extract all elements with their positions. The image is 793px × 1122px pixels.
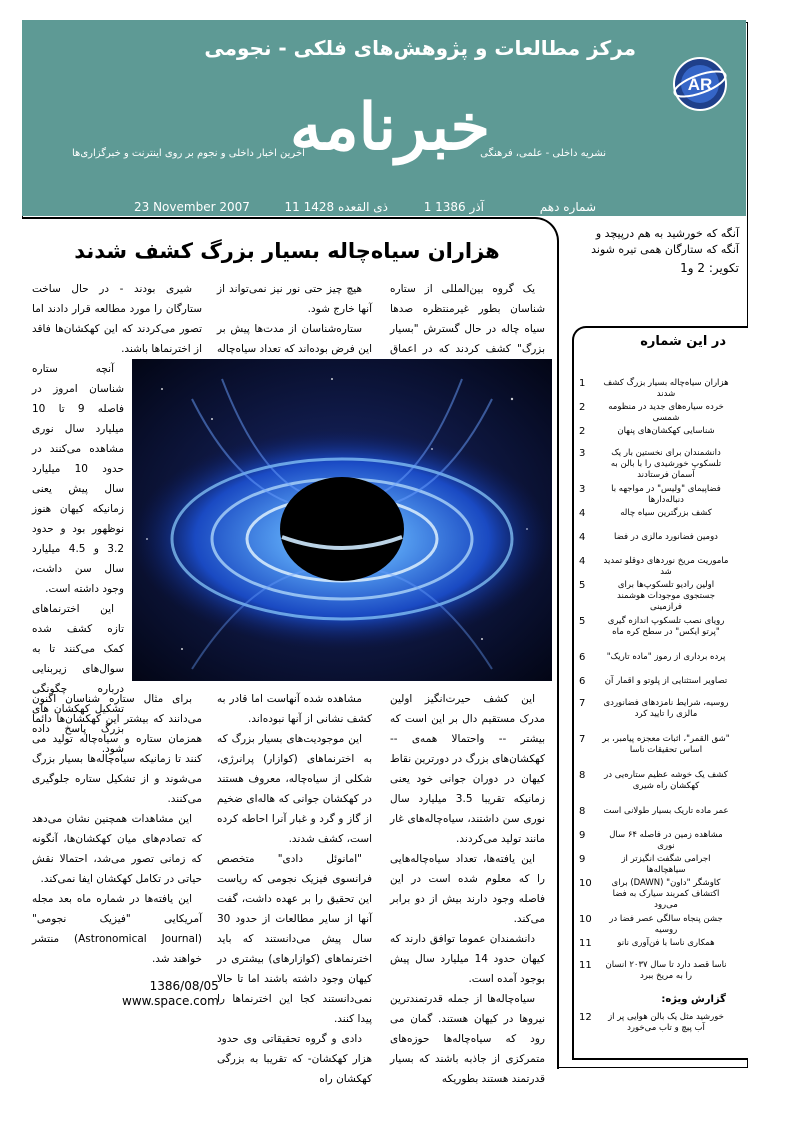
paragraph: این موجودیت‌های بسیار بزرگ که به اخترنماهای (کوازار) پرانرژی، شکلی از سیاه‌چاله، معروف هستند در کهکشان جوانی که هاله‌ای ضخیم از گاز و گرد و غبار آنرا احاطه کرده است، کشف شدند. [217,733,372,845]
paragraph: دادی و گروه تحقیقاتی وی حدود هزار کهکشان- که تقریبا به بزرگی کهکشان راه [217,1033,372,1085]
quote-box [567,222,745,306]
paragraph: این یافته‌ها در شماره ماه بعد مجله آمریکایی "فیزیک نجومی" (Astronomical Journal) منتشر خواهند شد. [32,893,203,965]
toc-title: در این شماره [640,334,726,349]
paragraph: سیاه‌چاله‌ها از جمله قدرتمندترین نیروها در کیهان هستند. گمان می رود که سیاه‌چاله‌ها حوزه‌های متمرکزی از جاذبه باشند که بسیار قدرتمند هستند بطوریکه [390,993,545,1085]
article-date: 1386/08/05 [149,979,219,993]
paragraph: آنچه ستاره شناسان امروز در فاصله 9 تا 10 میلیارد سال نوری مشاهده می‌کنند در حدود 10 میلیارد سال پیش یعنی زمانیکه کیهان هنوز نوظهور بود و حدود 3.2 و 4.5 میلیارد سال سن داشت، وجود داشته است. [32,363,125,595]
column-left-top [32,279,202,359]
date-hijri: 11 ذی القعده 1428 [284,200,388,214]
paragraph: این مشاهدات همچنین نشان می‌دهد که تصادم‌های میان کهکشان‌ها، آنگونه که زمانی تصور می‌شد، احتمالا نقش حیاتی در تکامل کهکشان ایفا نمی‌کند. [32,813,202,885]
center-name: مرکز مطالعات و پژوهش‌های فلکی - نجومی [204,36,636,60]
issue-number: شماره دهم [539,200,596,214]
paragraph: این اخترنماهای تازه کشف شده کمک می‌کنند تا به سوال‌های زیربنایی درباره چگونگی تشکیل کهکشان های بزرگ پاسخ داده شود. [32,603,124,755]
newsletter-header [22,20,746,216]
paragraph: این یافته‌ها، تعداد سیاه‌چاله‌هایی را که معلوم شده است در این فاصله وجود دارند بیش از دو برابر می‌کند. [390,853,545,925]
article-dateline [122,979,219,1009]
logo-text: AR [687,75,713,94]
column-middle-bottom [217,689,372,1089]
date-persian: 1 آذر 1386 [423,200,484,214]
paragraph: این کشف حیرت‌انگیز اولین مدرک مستقیم دال بر این است که بیشتر -- واحتمالا همه‌ی -- کهکشان‌های بزرگ در دورترین نقاط کیهان در دوران جوانی خود یعنی زمانیکه تقریبا 3.5 میلیارد سال نوری سن داشتند، سیاه‌چاله‌های غار مانند تولید می‌کردند. [390,693,546,845]
black-hole-illustration [132,359,552,681]
paragraph: دانشمندان عموما توافق دارند که کیهان حدود 14 میلیارد سال پیش بوجود آمده است. [390,933,546,985]
paragraph: یک گروه بین‌المللی از ستاره شناسان بطور غیرمنتظره صدها سیاه چاله در حال گسترش "بسیار بزرگ" کشف کردند که در اعماق [390,283,545,355]
article-source-link[interactable]: www.space.com [122,994,219,1008]
main-article [22,217,559,1085]
toc-special-report-label: گزارش ویژه: [661,994,726,1005]
paragraph: هیچ چیز حتی نور نیز نمی‌تواند از آنها خارج شود. [217,283,372,315]
column-left-bottom [32,689,202,969]
tagline-left: آخرین اخبار داخلی و نجوم بر روی اینترنت و خبرگزاری‌ها [72,148,305,159]
article-headline: هزاران سیاه‌چاله بسیار بزرگ کشف شدند [74,239,500,263]
arc-logo [672,56,728,112]
quote-reference: تکویر: 2 و1 [680,261,739,275]
column-left-wrap [32,359,125,755]
quote-line-2: آنگه که ستارگان همی تیره شوند [591,243,739,256]
paragraph: برای مثال ستاره شناسان اکنون می‌دانند که بیشتر این کهکشان‌ها دائما همزمان ستاره و سیاه‌چاله تولید می کنند تا زمانیکه سیاه‌چاله‌ها بسیار بزرگ می‌شوند و از تشکیل ستاره جلوگیری می‌کنند. [32,693,202,805]
masthead-title: خبرنامه [290,90,491,165]
paragraph: مشاهده شده آنهاست اما قادر به کشف نشانی از آنها نبوده‌اند. [217,693,372,725]
paragraph: "امانوئل دادی" متخصص فرانسوی فیزیک نجومی که ریاست این تحقیق را بر عهده داشت، گفت آنها از سایر مطالعات از حدود 30 سال پیش می‌دانستند که باید اخترنماهای (کوازارهای) بیشتری در کیهان وجود داشته باشند اما تا حالا نمی‌دانستند کجا این اخترنماها را پیدا کنند. [217,853,372,1025]
paragraph: شیری بودند - در حال ساخت ستارگان را مورد مطالعه قرار دادند اما تصور می‌کردند که این کهکشان‌ها فاقد از اخترنماها باشند. [32,283,202,355]
quote-line-1: آنگه که خورشید به هم درپیچد و [595,227,739,240]
column-right-bottom [390,689,545,1089]
date-gregorian: 23 November 2007 [134,200,250,214]
tagline-right: نشریه داخلی - علمی، فرهنگی [480,148,606,159]
paragraph: ستاره‌شناسان از مدت‌ها پیش بر این فرض بوده‌اند که تعداد سیاه‌چاله [217,323,372,355]
toc-box: در این شماره هزاران سیاه‌چاله بسیار بزرگ کشف شدند 1 خرده سیاره‌های جدید در منظومه شمسی 2 شناسایی کهکشان‌های پنهان 2 دانشمندان برای نخستین بار یک تلسکوپ خورشیدی را با بالن به آسمان فرستادند 3 فضاپیمای "ولیس" در مواجهه با دنباله‌دارها 3 کشف بزرگترین سیاه چاله 4 دومین فضانورد مالزی در فضا 4 ماموریت مریخ نوردهای دوقلو تمدید شد 4 اولین رادیو تلسکوپ‌ها برای جستجوی موجودات هوشمند فرازمینی 5 رویای نصب تلسکوپ اندازه گیری "پرتو ایکس" در سطح کره ماه 5 پرده برداری از رموز "ماده تاریک" 6 تصاویر استثنایی از پلوتو و اقمار آن 6 روسیه، شرایط نامزدهای فضانوردی مالزی را تایید کرد 7 "شق القمر"، اثبات معجزه پیامبر، بر اساس تحقیقات ناسا 7 کشف یک خوشه عظیم ستاره‌یی در کهکشان راه شیری 8 عمر ماده تاریک بسیار طولانی است 8 مشاهده زمین در فاصله ۶۴ سال نوری 9 اجرامی شگفت انگیزتر از سیاهچاله‌ها 9 کاوشگر "داون" (DAWN) برای اکتشاف کمربند سیارک به فضا می‌رود 10 جشن پنجاه سالگی عصر فضا در روسیه 10 همکاری ناسا با فن‌آوری نانو 11 ناسا قصد دارد تا سال ۲۰۳۷ انسان را به مریخ ببرد 11 گزارش ویژه: خورشید مثل یک بالن هوایی پر از آب پیچ و تاب می‌خورد 12 [572,326,748,1060]
